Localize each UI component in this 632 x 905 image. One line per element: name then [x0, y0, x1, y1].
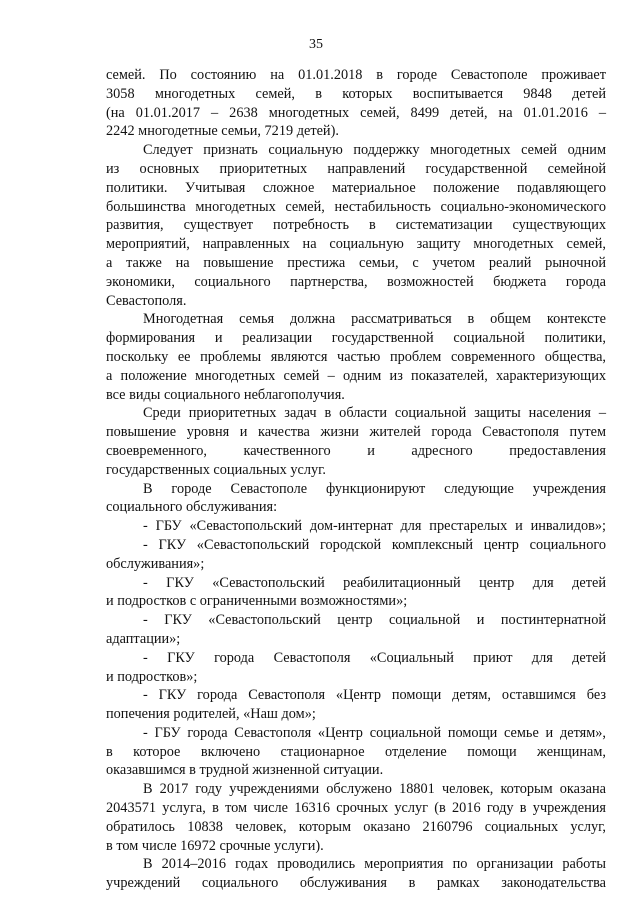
text-line: формирования и реализации государственной социальной политики,: [106, 330, 606, 347]
body-text: [106, 66, 606, 893]
text-line: попечения родителей, «Наш дом»;: [106, 706, 316, 723]
text-line: а также на повышение престижа семьи, с учетом реалий рыночной: [106, 254, 606, 271]
text-line: - ГБУ города Севастополя «Центр социальной помощи семье и детям»,: [143, 724, 606, 741]
text-line: В 2017 году учреждениями обслужено 18801 человек, которым оказана: [143, 781, 606, 798]
text-line: своевременного, качественного и адресного предоставления: [106, 442, 606, 459]
text-line: - ГКУ «Севастопольский реабилитационный центр для детей: [143, 574, 606, 591]
page-number: 35: [309, 37, 323, 52]
text-line: - ГКУ «Севастопольский центр социальной и постинтернатной: [143, 612, 606, 629]
text-line: - ГКУ «Севастопольский городской комплексный центр социального: [143, 536, 606, 553]
text-line: поскольку ее проблемы являются частью проблем современного общества,: [106, 348, 606, 365]
text-line: развития, существует потребность в систематизации существующих: [106, 217, 606, 234]
text-line: политики. Учитывая сложное материальное положение подавляющего: [106, 179, 606, 196]
text-line: Следует признать социальную поддержку многодетных семей одним: [143, 142, 606, 159]
text-line: и подростков»;: [106, 668, 198, 685]
text-line: обслуживания»;: [106, 555, 205, 572]
text-line: Многодетная семья должна рассматриваться в общем контексте: [143, 311, 606, 328]
text-line: семей. По состоянию на 01.01.2018 в городе Севастополе проживает: [106, 67, 606, 83]
text-line: учреждений социального обслуживания в рамках законодательства: [106, 875, 606, 892]
text-line: в том числе 16972 срочные услуги).: [106, 837, 324, 854]
text-line: и подростков с ограниченными возможностями»;: [106, 593, 408, 610]
text-line: большинства многодетных семей, нестабильность социально-экономического: [106, 198, 606, 215]
text-line: из основных приоритетных направлений государственной семейной: [106, 160, 606, 177]
text-line: повышение уровня и качества жизни жителей города Севастополя путем: [106, 424, 606, 441]
text-line: Среди приоритетных задач в области социальной защиты населения –: [143, 405, 606, 422]
text-line: мероприятий, направленных на социальную защиту многодетных семей,: [106, 236, 606, 253]
text-line: социального обслуживания:: [106, 499, 278, 516]
text-line: 2242 многодетные семьи, 7219 детей).: [106, 123, 339, 140]
text-line: обратилось 10838 человек, которым оказано 2160796 социальных услуг,: [106, 818, 606, 835]
text-line: - ГКУ города Севастополя «Центр помощи детям, оставшимся без: [143, 687, 606, 704]
text-line: в которое включено стационарное отделение помощи женщинам,: [106, 743, 606, 760]
text-line: В городе Севастополе функционируют следующие учреждения: [143, 480, 606, 497]
text-line: 2043571 услуга, в том числе 16316 срочных услуг (в 2016 году в учреждения: [106, 800, 606, 817]
text-line: (на 01.01.2017 – 2638 многодетных семей, 8499 детей, на 01.01.2016 –: [106, 104, 606, 121]
text-line: все виды социального неблагополучия.: [106, 386, 345, 403]
text-line: оказавшимся в трудной жизненной ситуации.: [106, 762, 384, 779]
text-line: адаптации»;: [106, 630, 181, 647]
text-line: Севастополя.: [106, 292, 187, 309]
text-line: В 2014–2016 годах проводились мероприятия по организации работы: [143, 856, 606, 873]
text-line: государственных социальных услуг.: [106, 461, 326, 478]
text-line: а положение многодетных семей – одним из показателей, характеризующих: [106, 367, 606, 384]
text-line: экономики, социального партнерства, возможностей бюджета города: [106, 273, 606, 290]
text-line: - ГКУ города Севастополя «Социальный приют для детей: [143, 649, 606, 666]
text-line: - ГБУ «Севастопольский дом-интернат для престарелых и инвалидов»;: [143, 518, 606, 535]
text-line: 3058 многодетных семей, в которых воспитывается 9848 детей: [106, 85, 606, 102]
